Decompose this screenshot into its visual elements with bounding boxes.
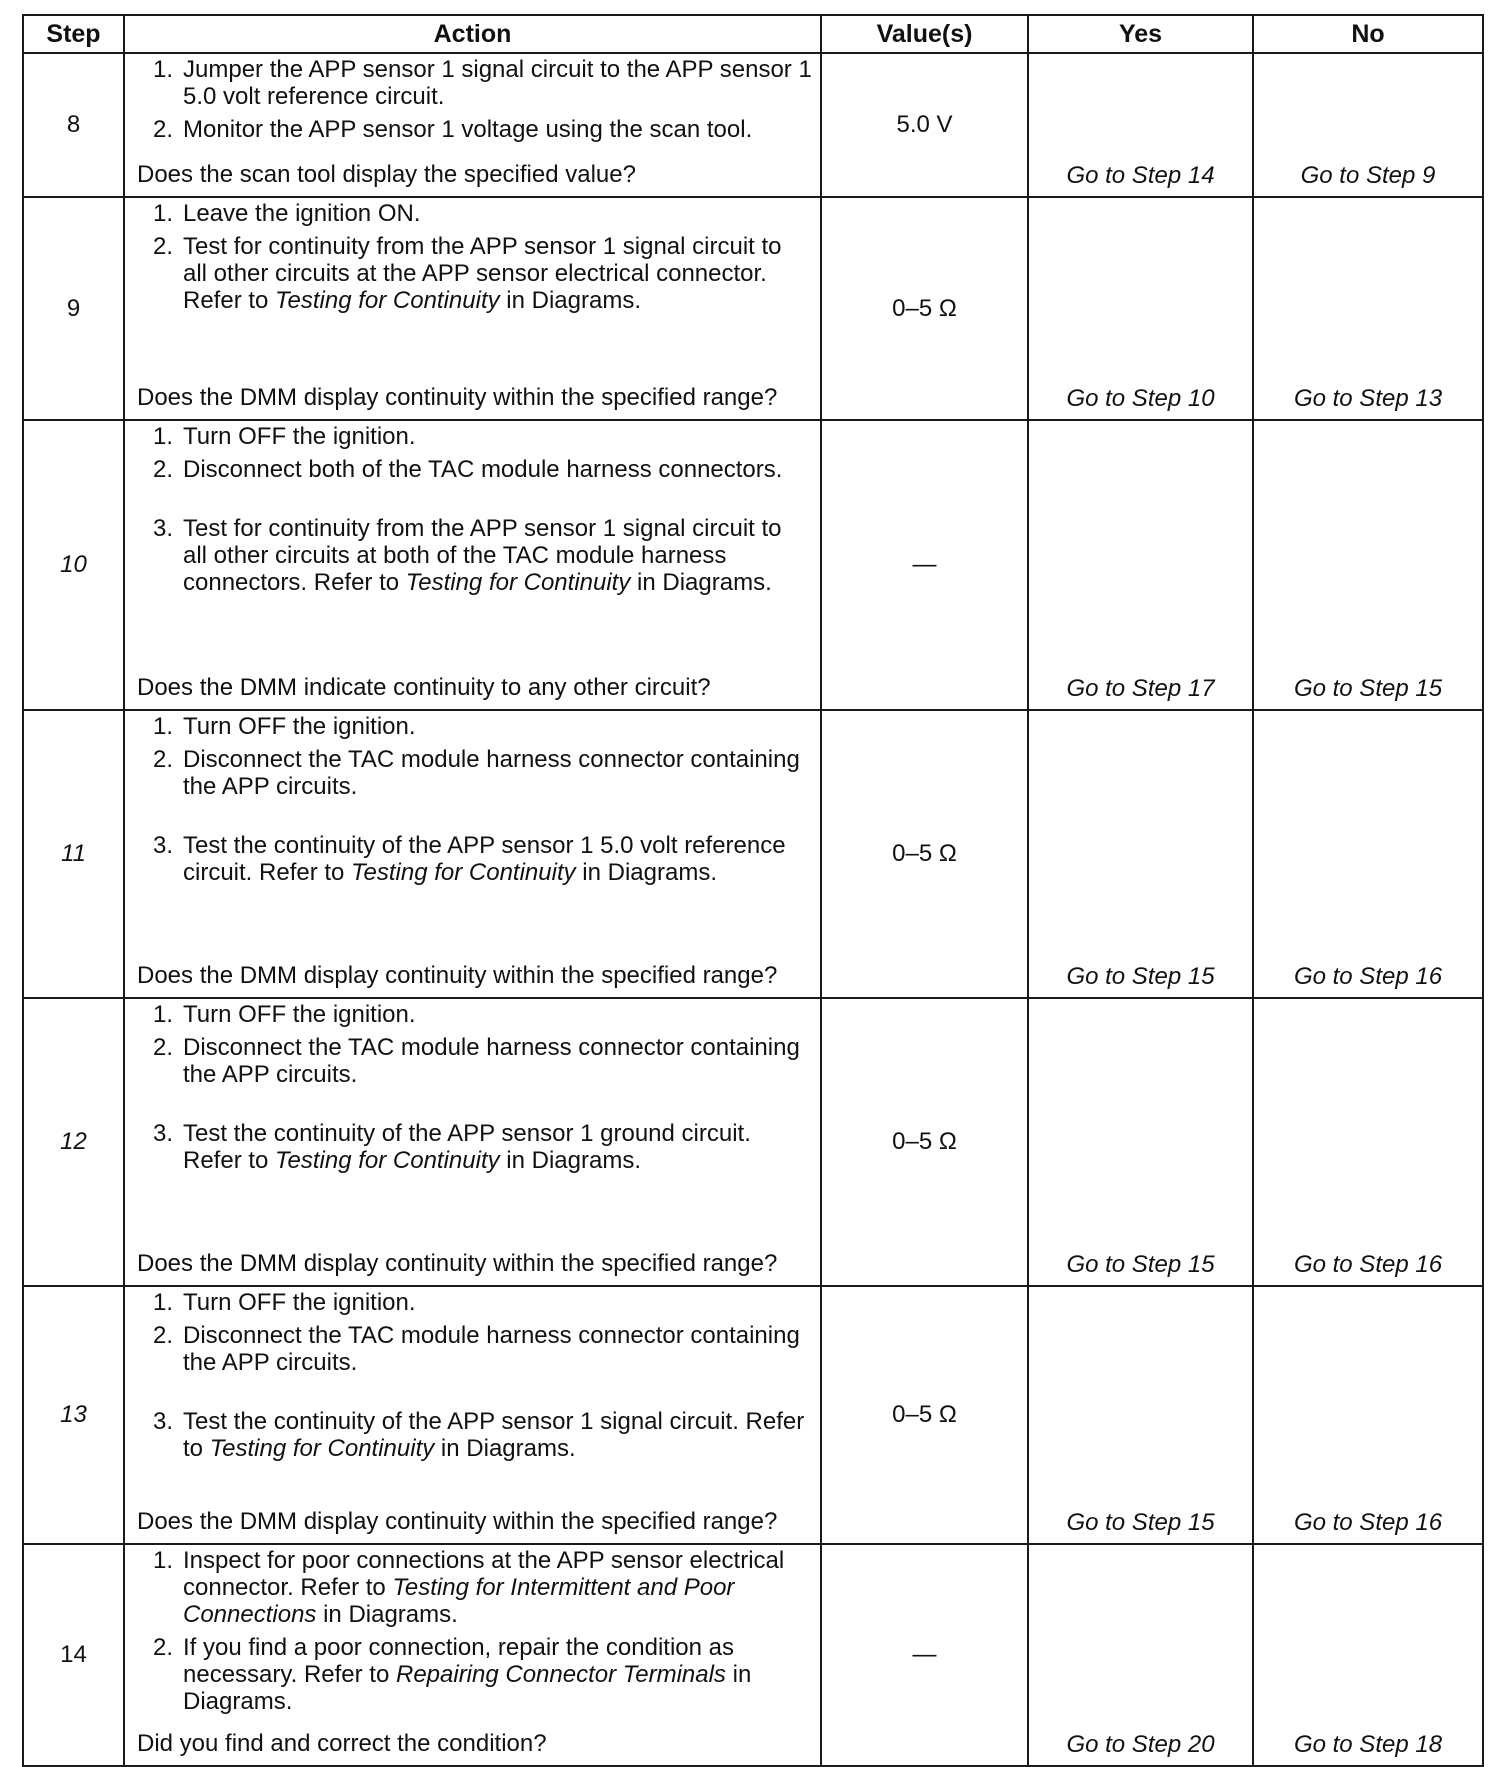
action-item-text: [183, 713, 812, 740]
action-item: [137, 1034, 812, 1088]
step-number: 14: [23, 1544, 124, 1766]
step-number: 12: [23, 998, 124, 1286]
table-row: [23, 53, 1483, 197]
no-goto: Go to Step 18: [1253, 1544, 1483, 1766]
action-item-number: 3.: [152, 832, 173, 859]
header-action: Action: [124, 15, 821, 53]
action-text: Monitor the APP sensor 1 voltage using the scan tool.: [183, 116, 753, 143]
yes-goto: Go to Step 10: [1028, 197, 1253, 420]
value-cell: 0–5 Ω: [821, 197, 1028, 420]
action-item-number: 2.: [152, 1322, 173, 1349]
question-text: Does the DMM display continuity within the specified range?: [137, 1250, 778, 1277]
action-cell: [124, 710, 821, 998]
reference-title: Testing for Intermittent and Poor Connections: [183, 1574, 735, 1628]
action-item-number: 1.: [152, 1001, 173, 1028]
action-item-number: 2.: [152, 456, 173, 483]
action-item-number: 2.: [152, 1634, 173, 1661]
action-cell: [124, 197, 821, 420]
action-item-text: [183, 1547, 812, 1628]
action-item: [137, 713, 812, 740]
action-text: Turn OFF the ignition.: [183, 1001, 416, 1028]
yes-goto: Go to Step 15: [1028, 710, 1253, 998]
action-text: Test for continuity from the APP sensor 1 signal circuit to all other circuits at the APP sensor electrical connector. Refer to: [183, 233, 782, 314]
action-item-number: 1.: [152, 713, 173, 740]
action-item-text: [183, 832, 812, 886]
action-text: Test the continuity of the APP sensor 1 ground circuit. Refer to: [183, 1120, 751, 1174]
action-item-number: 2.: [152, 746, 173, 773]
action-item: [137, 456, 812, 483]
action-item-text: [183, 1120, 812, 1174]
action-text: Disconnect the TAC module harness connector containing the APP circuits.: [183, 1322, 800, 1376]
question-text: Does the DMM display continuity within the specified range?: [137, 1508, 778, 1535]
action-item: [137, 1289, 812, 1316]
question-text: Does the DMM display continuity within the specified range?: [137, 384, 778, 411]
value-cell: 0–5 Ω: [821, 710, 1028, 998]
action-item: [137, 1120, 812, 1174]
header-values: Value(s): [821, 15, 1028, 53]
action-cell: [124, 53, 821, 197]
action-item: [137, 233, 812, 314]
action-item: [137, 1001, 812, 1028]
step-number: 13: [23, 1286, 124, 1544]
reference-title: Testing for Continuity: [405, 569, 631, 596]
action-item-text: [183, 515, 812, 596]
action-text: in Diagrams.: [183, 1661, 752, 1715]
action-item-text: [183, 116, 812, 143]
action-cell: [124, 1544, 821, 1766]
action-item-text: [183, 233, 812, 314]
header-row: [23, 15, 1483, 53]
yes-goto: Go to Step 15: [1028, 998, 1253, 1286]
action-text: Turn OFF the ignition.: [183, 713, 416, 740]
no-goto: Go to Step 13: [1253, 197, 1483, 420]
question-text: Does the DMM indicate continuity to any other circuit?: [137, 674, 711, 701]
yes-goto: Go to Step 14: [1028, 53, 1253, 197]
action-item-number: 3.: [152, 515, 173, 542]
header-yes: Yes: [1028, 15, 1253, 53]
question-text: Does the DMM display continuity within the specified range?: [137, 962, 778, 989]
action-item-number: 2.: [152, 116, 173, 143]
action-text: Test for continuity from the APP sensor 1 signal circuit to all other circuits at both of the TAC module harness connectors. Refer to: [183, 515, 782, 596]
action-text: Turn OFF the ignition.: [183, 423, 416, 450]
action-item-number: 1.: [152, 423, 173, 450]
step-number: 9: [23, 197, 124, 420]
value-cell: 5.0 V: [821, 53, 1028, 197]
action-text: in Diagrams.: [575, 859, 717, 886]
action-text: Test the continuity of the APP sensor 1 5.0 volt reference circuit. Refer to: [183, 832, 786, 886]
action-text: Leave the ignition ON.: [183, 200, 421, 227]
action-text: in Diagrams.: [434, 1435, 576, 1462]
action-text: If you find a poor connection, repair the condition as necessary. Refer to: [183, 1634, 735, 1688]
action-text: Test the continuity of the APP sensor 1 signal circuit. Refer to: [183, 1408, 805, 1462]
action-item: [137, 515, 812, 596]
no-goto: Go to Step 15: [1253, 420, 1483, 710]
action-item: [137, 1634, 812, 1715]
action-item-text: [183, 1001, 812, 1028]
action-item-text: [183, 1034, 812, 1088]
table-row: [23, 710, 1483, 998]
action-item-text: [183, 456, 812, 483]
no-goto: Go to Step 9: [1253, 53, 1483, 197]
reference-title: Repairing Connector Terminals: [395, 1661, 726, 1688]
action-item: [137, 746, 812, 800]
yes-goto: Go to Step 17: [1028, 420, 1253, 710]
action-item-number: 3.: [152, 1408, 173, 1435]
action-item: [137, 1322, 812, 1376]
no-goto: Go to Step 16: [1253, 998, 1483, 1286]
table-row: [23, 197, 1483, 420]
action-item: [137, 116, 812, 143]
action-text: in Diagrams.: [316, 1601, 458, 1628]
reference-title: Testing for Continuity: [351, 859, 576, 886]
header-step: Step: [23, 15, 124, 53]
no-goto: Go to Step 16: [1253, 1286, 1483, 1544]
table-row: [23, 1544, 1483, 1766]
step-number: 8: [23, 53, 124, 197]
action-item-text: [183, 1634, 812, 1715]
no-goto: Go to Step 16: [1253, 710, 1483, 998]
value-cell: 0–5 Ω: [821, 1286, 1028, 1544]
action-cell: [124, 998, 821, 1286]
reference-title: Testing for Continuity: [209, 1435, 435, 1462]
action-item: [137, 1547, 812, 1628]
action-item-text: [183, 1408, 812, 1462]
table-row: [23, 420, 1483, 710]
action-item-number: 1.: [152, 56, 173, 83]
action-item-number: 1.: [152, 1289, 173, 1316]
action-text: Disconnect the TAC module harness connector containing the APP circuits.: [183, 746, 800, 800]
table-row: [23, 998, 1483, 1286]
action-item-number: 1.: [152, 1547, 173, 1574]
reference-title: Testing for Continuity: [275, 287, 500, 314]
value-cell: —: [821, 420, 1028, 710]
action-text: in Diagrams.: [499, 287, 641, 314]
action-text: Disconnect both of the TAC module harness connectors.: [183, 456, 783, 483]
action-item-number: 1.: [152, 200, 173, 227]
action-item: [137, 200, 812, 227]
step-number: 10: [23, 420, 124, 710]
action-item: [137, 1408, 812, 1462]
value-cell: 0–5 Ω: [821, 998, 1028, 1286]
action-item: [137, 423, 812, 450]
action-text: Disconnect the TAC module harness connector containing the APP circuits.: [183, 1034, 800, 1088]
action-item: [137, 56, 812, 110]
action-item-text: [183, 746, 812, 800]
table-row: [23, 1286, 1483, 1544]
action-text: in Diagrams.: [630, 569, 772, 596]
action-item: [137, 832, 812, 886]
action-text: Inspect for poor connections at the APP sensor electrical connector. Refer to: [183, 1547, 785, 1601]
step-number: 11: [23, 710, 124, 998]
action-text: Turn OFF the ignition.: [183, 1289, 416, 1316]
action-item-number: 2.: [152, 1034, 173, 1061]
action-text: Jumper the APP sensor 1 signal circuit to the APP sensor 1 5.0 volt reference circuit.: [183, 56, 812, 110]
action-item-number: 2.: [152, 233, 173, 260]
question-text: Does the scan tool display the specified value?: [137, 161, 636, 188]
action-item-text: [183, 423, 812, 450]
action-item-text: [183, 1322, 812, 1376]
question-text: Did you find and correct the condition?: [137, 1730, 547, 1757]
action-item-text: [183, 200, 812, 227]
action-item-number: 3.: [152, 1120, 173, 1147]
value-cell: —: [821, 1544, 1028, 1766]
action-cell: [124, 1286, 821, 1544]
reference-title: Testing for Continuity: [275, 1147, 500, 1174]
action-text: in Diagrams.: [499, 1147, 641, 1174]
action-cell: [124, 420, 821, 710]
action-item-text: [183, 56, 812, 110]
diagnostic-table: [22, 14, 1484, 1767]
header-no: No: [1253, 15, 1483, 53]
action-item-text: [183, 1289, 812, 1316]
yes-goto: Go to Step 15: [1028, 1286, 1253, 1544]
yes-goto: Go to Step 20: [1028, 1544, 1253, 1766]
